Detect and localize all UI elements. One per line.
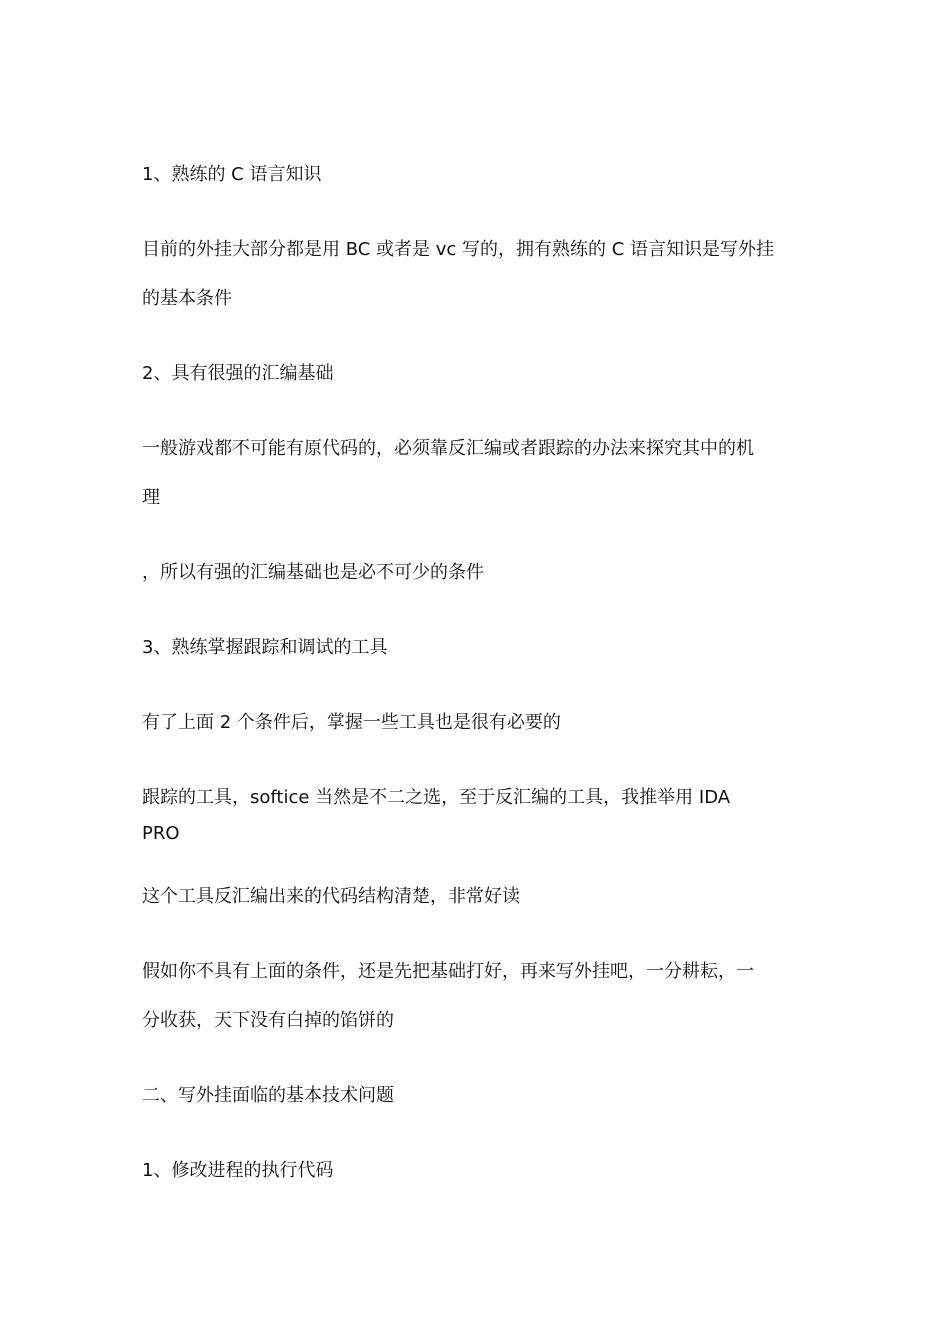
section-heading-technical-issues: 二、写外挂面临的基本技术问题: [142, 1085, 394, 1106]
paragraph-line: 分收获，天下没有白掉的馅饼的: [142, 1010, 394, 1031]
paragraph-line: 的基本条件: [142, 288, 232, 309]
paragraph-line: 一般游戏都不可能有原代码的，必须靠反汇编或者跟踪的办法来探究其中的机: [142, 438, 754, 459]
paragraph-line: ，所以有强的汇编基础也是必不可少的条件: [142, 562, 484, 583]
paragraph-line: 假如你不具有上面的条件，还是先把基础打好，再来写外挂吧，一分耕耘，一: [142, 961, 754, 982]
paragraph-line: 这个工具反汇编出来的代码结构清楚，非常好读: [142, 886, 520, 907]
heading-assembly: 2、具有很强的汇编基础: [142, 363, 334, 384]
paragraph-line: PRO: [142, 823, 180, 844]
paragraph-line: 理: [142, 487, 160, 508]
paragraph-line: 有了上面 2 个条件后，掌握一些工具也是很有必要的: [142, 712, 561, 733]
paragraph-line: 目前的外挂大部分都是用 BC 或者是 vc 写的，拥有熟练的 C 语言知识是写外挂: [142, 239, 775, 260]
paragraph-line: 跟踪的工具，softice 当然是不二之选，至于反汇编的工具，我推举用 IDA: [142, 787, 731, 808]
heading-modify-process-code: 1、修改进程的执行代码: [142, 1160, 334, 1181]
heading-c-language: 1、熟练的 C 语言知识: [142, 164, 322, 185]
heading-tools: 3、熟练掌握跟踪和调试的工具: [142, 637, 388, 658]
